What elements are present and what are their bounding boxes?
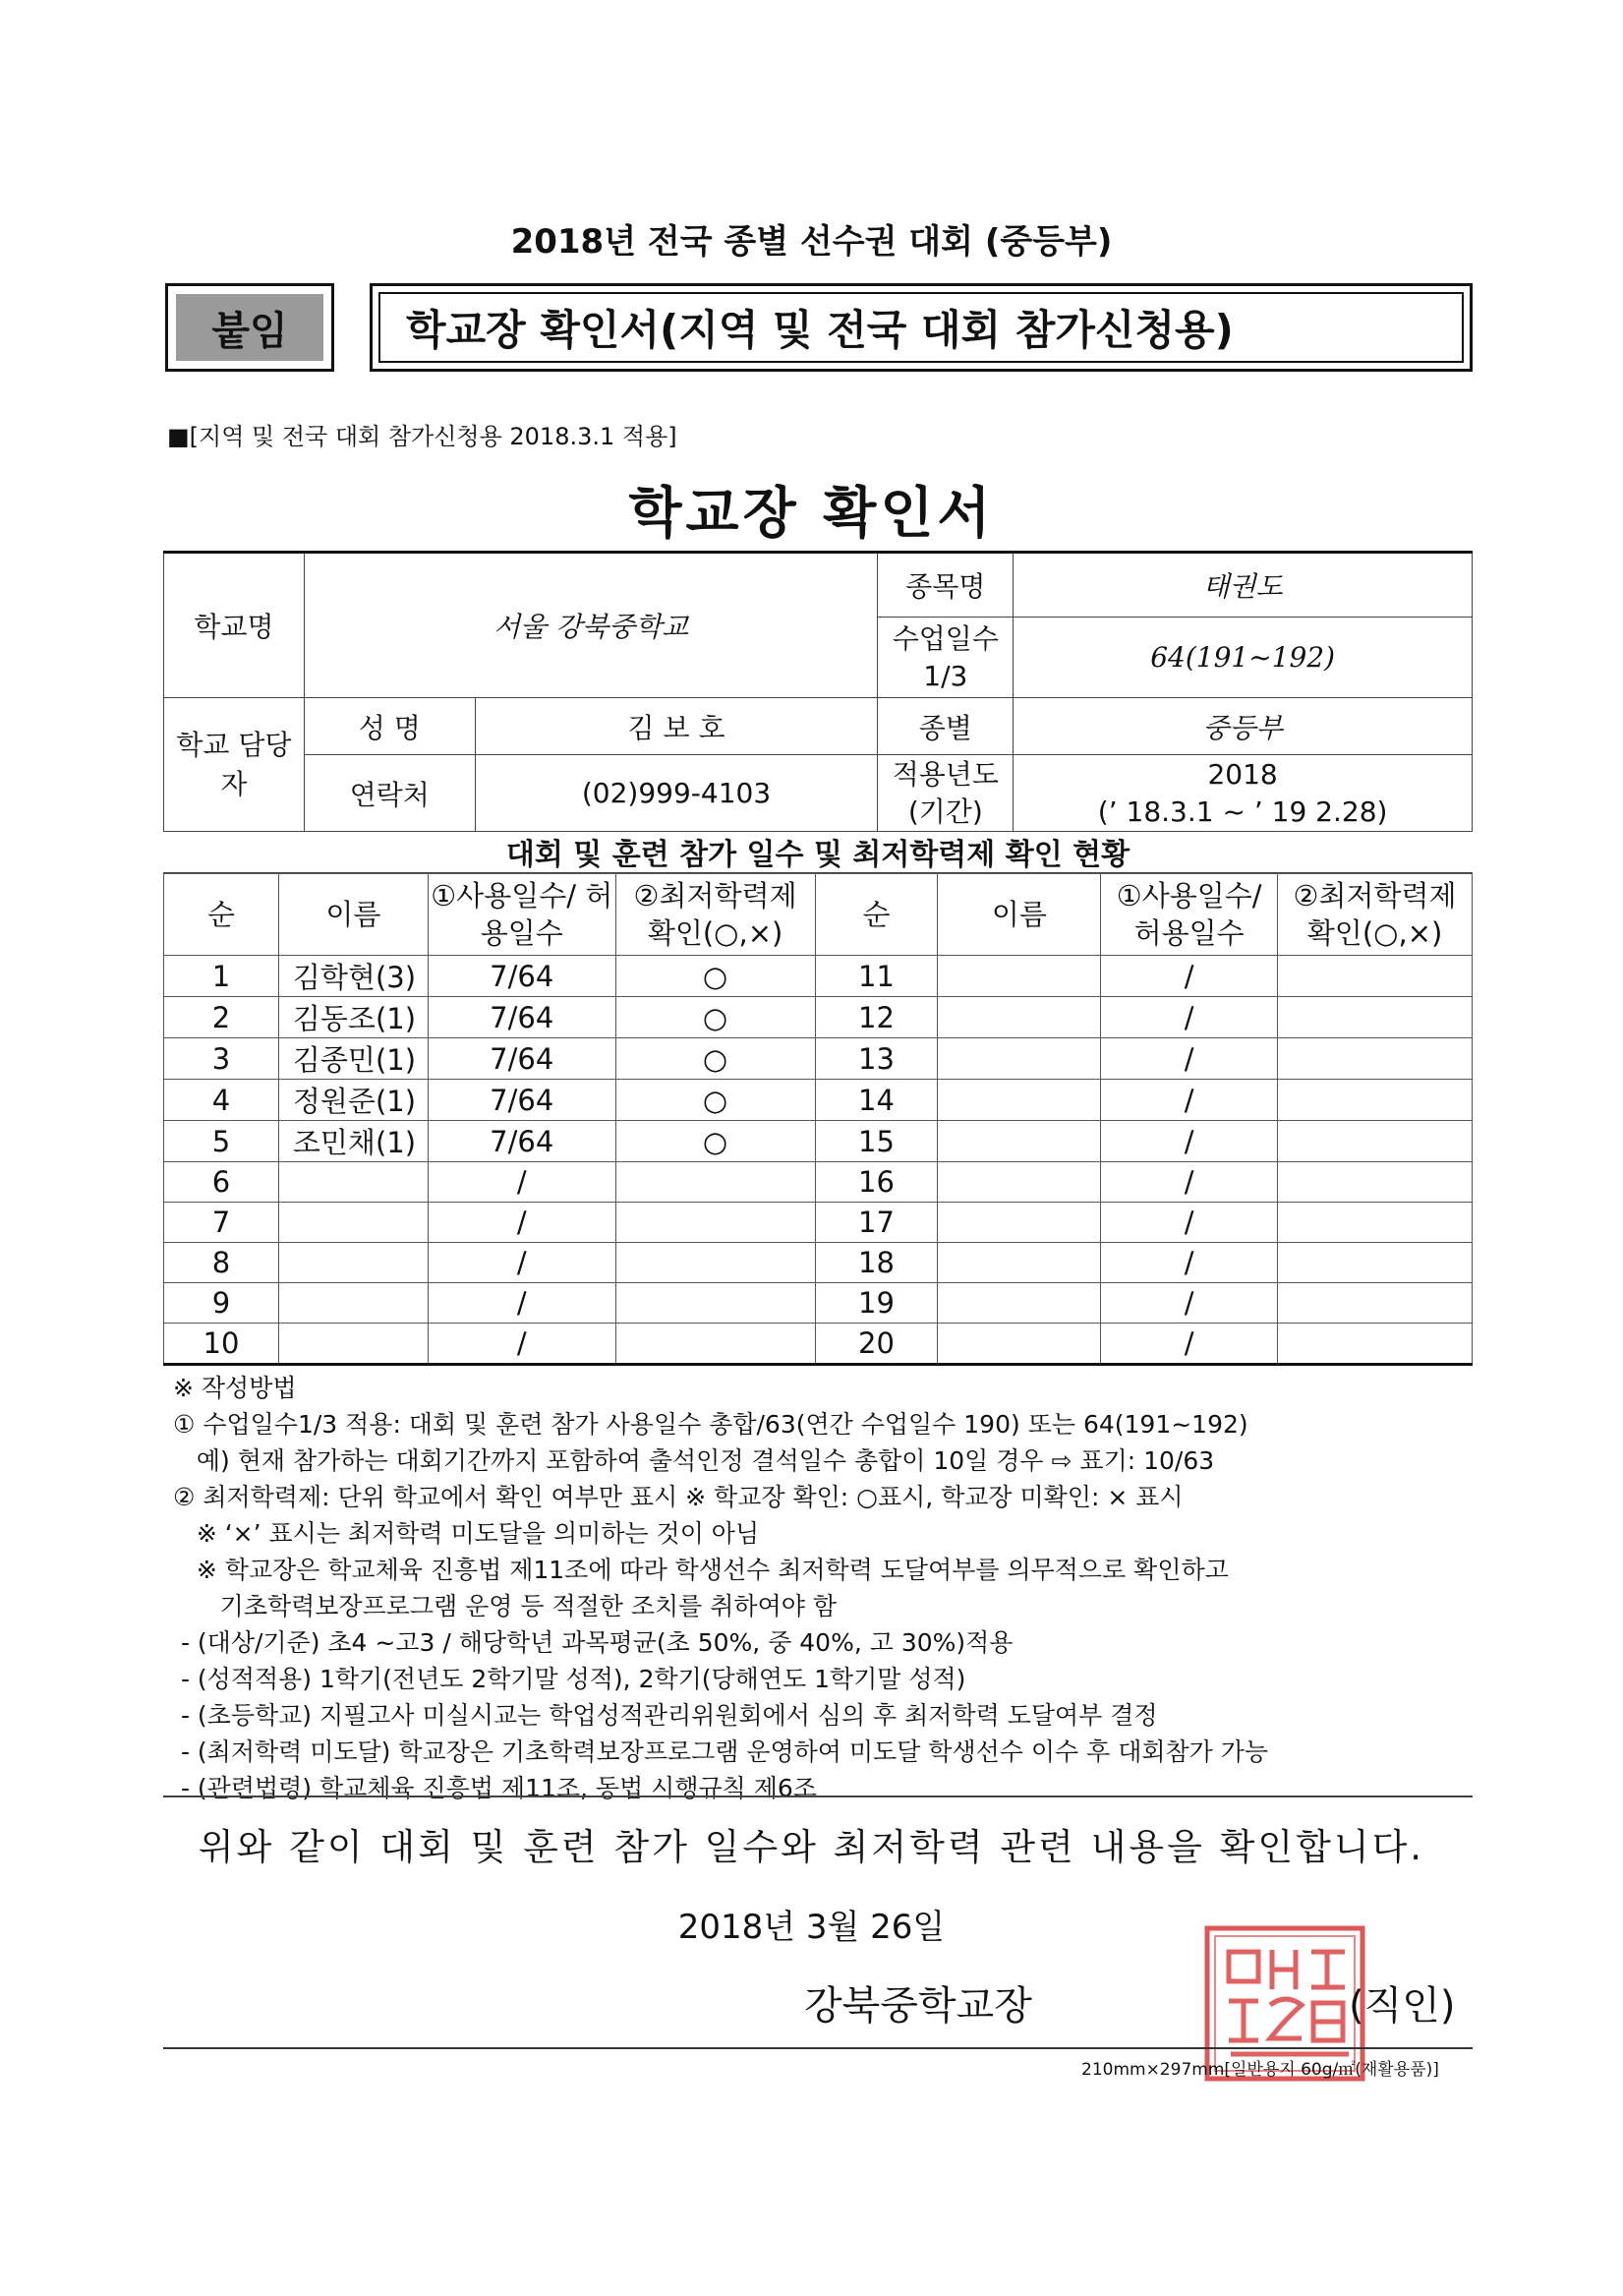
used-days: / [1101,1324,1278,1365]
used-days: / [1101,1038,1278,1080]
table-header-row [164,874,1473,956]
table-row [164,1243,1473,1283]
student-name [278,1162,428,1203]
student-name [278,1324,428,1365]
min-academic-check: ○ [615,956,815,997]
min-academic-check: ○ [615,1080,815,1121]
footer-divider [163,2047,1473,2049]
header-days: ①사용일수/ 허용일수 [1101,874,1278,956]
min-academic-check [1278,1324,1473,1365]
student-name [938,1121,1101,1162]
instruction-line: ※ ‘×’ 표시는 최저학력 미도달을 의미하는 것이 아님 [173,1519,760,1548]
class-days-value: 64(191~192) [1014,618,1473,698]
row-number: 6 [164,1162,279,1203]
manager-label: 학교 담당자 [164,698,305,832]
min-academic-check [1278,1038,1473,1080]
row-number: 7 [164,1203,279,1243]
instruction-line: 기초학력보장프로그램 운영 등 적절한 조치를 취하여야 함 [173,1592,837,1620]
row-number: 5 [164,1121,279,1162]
row-number: 20 [815,1324,938,1365]
student-name [278,1203,428,1243]
student-name: 정원준(1) [278,1080,428,1121]
header-days: ①사용일수/ 허용일수 [428,874,615,956]
min-academic-check [1278,956,1473,997]
student-name: 김동조(1) [278,997,428,1038]
student-name [938,1080,1101,1121]
student-name [938,956,1101,997]
table-row [164,1121,1473,1162]
student-name [278,1283,428,1324]
period-value: (’ 18.3.1 ~ ’ 19 2.28) [1097,795,1388,828]
instruction-line: ① 수업일수1/3 적용: 대회 및 훈련 참가 사용일수 총합/63(연간 수업일수 190) 또는 64(191~192) [173,1410,1248,1439]
header-no: 순 [164,874,279,956]
used-days: / [1101,956,1278,997]
instruction-line: - (관련법령) 학교체육 진흥법 제11조, 동법 시행규칙 제6조 [173,1774,817,1802]
sport-value: 태권도 [1014,553,1473,618]
year-label: 적용년도 (기간) [878,755,1014,832]
student-name [938,1283,1101,1324]
table-row [164,1080,1473,1121]
student-name [938,1324,1101,1365]
used-days: / [1101,1283,1278,1324]
min-academic-check [615,1162,815,1203]
min-academic-check: ○ [615,997,815,1038]
table-row [164,1162,1473,1203]
min-academic-check [1278,1162,1473,1203]
min-academic-check: ○ [615,1038,815,1080]
student-name: 김종민(1) [278,1038,428,1080]
student-name: 조민채(1) [278,1121,428,1162]
table-row [164,997,1473,1038]
min-academic-check [1278,1121,1473,1162]
contact-label: 연락처 [304,755,475,832]
instruction-line: ※ 작성방법 [173,1374,297,1402]
used-days: 7/64 [428,1080,615,1121]
row-number: 12 [815,997,938,1038]
manager-name-label: 성 명 [304,698,475,755]
header-check: ②최저학력제 확인(○,×) [615,874,815,956]
table-row [164,1324,1473,1365]
used-days: / [1101,997,1278,1038]
row-number: 19 [815,1283,938,1324]
table-row [164,1283,1473,1324]
student-name [938,1203,1101,1243]
applied-note: ■[지역 및 전국 대회 참가신청용 2018.3.1 적용] [167,423,677,450]
section-title: 대회 및 훈련 참가 일수 및 최저학력제 확인 현황 [163,831,1473,873]
student-name: 김학현(3) [278,956,428,997]
instruction-line: ② 최저학력제: 단위 학교에서 확인 여부만 표시 ※ 학교장 확인: ○표시, 학교장 미확인: × 표시 [173,1483,1184,1511]
event-title: 2018년 전국 종별 선수권 대회 (중등부) [510,222,1113,262]
issue-date: 2018년 3월 26일 [677,1908,946,1947]
min-academic-check [1278,997,1473,1038]
used-days: 7/64 [428,956,615,997]
sport-label: 종목명 [878,553,1014,618]
used-days: / [428,1283,615,1324]
participation-table [163,873,1473,1366]
row-number: 15 [815,1121,938,1162]
table-row [164,1038,1473,1080]
used-days: / [1101,1203,1278,1243]
principal-title: 강북중학교장 [804,1983,1032,2029]
used-days: 7/64 [428,1038,615,1080]
used-days: / [1101,1243,1278,1283]
contact-value: (02)999-4103 [475,755,878,832]
confirmation-statement: 위와 같이 대회 및 훈련 참가 일수와 최저학력 관련 내용을 확인합니다. [198,1826,1425,1868]
paper-spec-footer: 210mm×297mm[일반용지 60g/㎡(재활용품)] [1081,2060,1439,2080]
participation-table-body [164,874,1473,1365]
used-days: / [428,1324,615,1365]
attachment-badge [165,283,334,372]
min-academic-check [1278,1203,1473,1243]
table-row [164,1203,1473,1243]
row-number: 14 [815,1080,938,1121]
used-days: / [1101,1080,1278,1121]
row-number: 2 [164,997,279,1038]
school-name-value: 서울 강북중학교 [304,553,878,698]
used-days: / [1101,1162,1278,1203]
row-number: 16 [815,1162,938,1203]
min-academic-check [615,1243,815,1283]
used-days: / [428,1243,615,1283]
row-number: 10 [164,1324,279,1365]
student-name [938,997,1101,1038]
row-number: 18 [815,1243,938,1283]
row-number: 17 [815,1203,938,1243]
class-days-label: 수업일수 1/3 [878,618,1014,698]
year-cell [1014,755,1473,832]
category-label: 종별 [878,698,1014,755]
manager-name-value: 김 보 호 [475,698,878,755]
document-banner-label: 학교장 확인서(지역 및 전국 대회 참가신청용) [378,292,1464,363]
min-academic-check [615,1283,815,1324]
row-number: 9 [164,1283,279,1324]
instruction-line: - (성적적용) 1학기(전년도 2학기말 성적), 2학기(당해연도 1학기말 성적) [173,1665,966,1693]
used-days: / [428,1203,615,1243]
min-academic-check [1278,1080,1473,1121]
student-name [938,1243,1101,1283]
row-number: 13 [815,1038,938,1080]
row-number: 1 [164,956,279,997]
seal-label: (직인) [1349,1983,1456,2029]
min-academic-check [615,1203,815,1243]
student-name [278,1243,428,1283]
used-days: / [1101,1121,1278,1162]
writing-instructions [173,1370,1480,1806]
instruction-line: - (대상/기준) 초4 ~고3 / 해당학년 과목평균(초 50%, 중 40%, 고 30%)적용 [173,1628,1014,1657]
school-info-table [163,551,1473,832]
header-name: 이름 [938,874,1101,956]
min-academic-check [1278,1283,1473,1324]
student-name [938,1162,1101,1203]
row-number: 3 [164,1038,279,1080]
instruction-line: - (초등학교) 지필고사 미실시교는 학업성적관리위원회에서 심의 후 최저학력 도달여부 결정 [173,1701,1158,1730]
document-banner [370,283,1473,372]
instruction-line: - (최저학력 미도달) 학교장은 기초학력보장프로그램 운영하여 미도달 학생선수 이수 후 대회참가 가능 [173,1737,1269,1766]
header-check: ②최저학력제 확인(○,×) [1278,874,1473,956]
used-days: / [428,1162,615,1203]
row-number: 8 [164,1243,279,1283]
header-name: 이름 [278,874,428,956]
instruction-line: ※ 학교장은 학교체육 진흥법 제11조에 따라 학생선수 최저학력 도달여부를 의무적으로 확인하고 [173,1556,1229,1584]
min-academic-check: ○ [615,1121,815,1162]
divider-line [163,1796,1473,1797]
min-academic-check [615,1324,815,1365]
used-days: 7/64 [428,997,615,1038]
school-name-label: 학교명 [164,553,305,698]
attachment-badge-label: 붙임 [176,294,323,361]
header-no: 순 [815,874,938,956]
category-value: 중등부 [1014,698,1473,755]
table-row [164,956,1473,997]
used-days: 7/64 [428,1121,615,1162]
row-number: 11 [815,956,938,997]
student-name [938,1038,1101,1080]
min-academic-check [1278,1243,1473,1283]
year-value: 2018 [1207,757,1278,791]
row-number: 4 [164,1080,279,1121]
document-title: 학교장 확인서 [628,482,995,546]
instruction-line: 예) 현재 참가하는 대회기간까지 포함하여 출석인정 결석일수 총합이 10일 경우 ⇨ 표기: 10/63 [173,1446,1215,1475]
